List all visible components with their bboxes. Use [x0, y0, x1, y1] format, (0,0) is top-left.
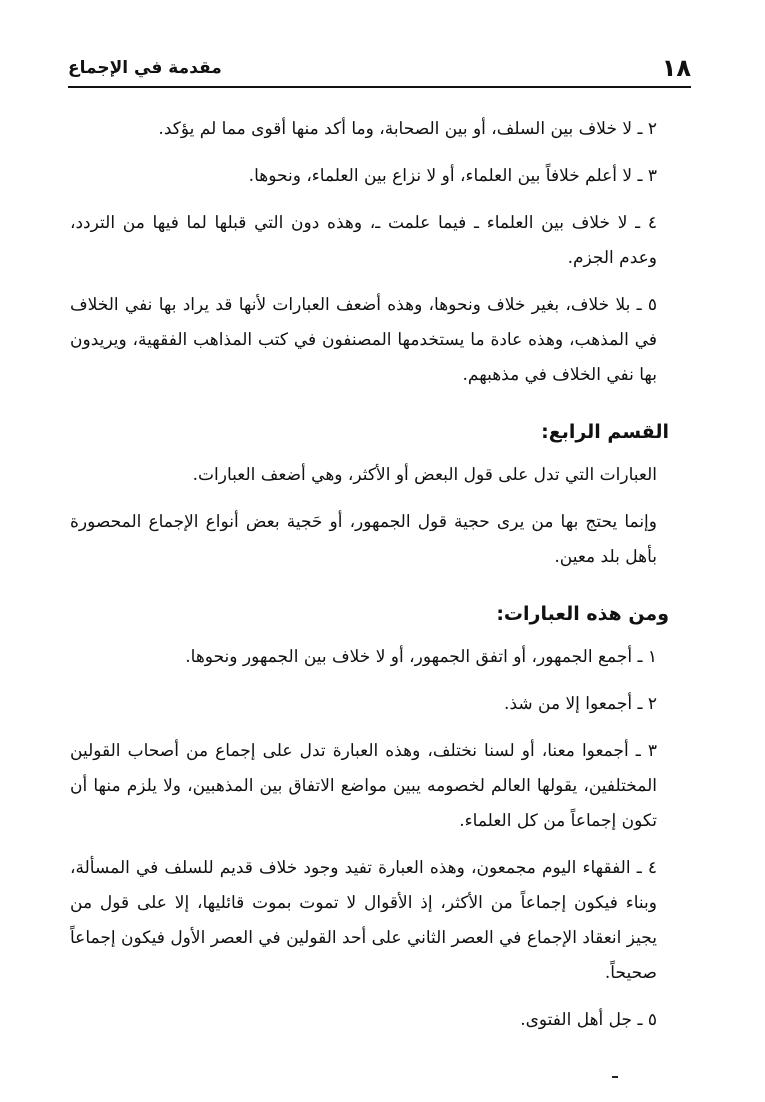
section-heading-phrases: ومن هذه العبارات: — [496, 603, 669, 625]
paragraph-item-3: ٣ ـ لا أعلم خلافاً بين العلماء، أو لا نزاع بين العلماء، ونحوها. — [248, 166, 657, 186]
page-bottom-mark — [612, 1076, 618, 1078]
paragraph-fourth-usage: وإنما يحتج بها من يرى حجية قول الجمهور، أو حَجية بعض أنواع الإجماع المحصورة بأهل بلد معين. — [70, 512, 657, 567]
page-header — [68, 50, 691, 88]
phrase-item-3: ٣ ـ أجمعوا معنا، أو لسنا نختلف، وهذه العبارة تدل على إجماع من أصحاب القولين المختلفين، يقولها العالم لخصومه يبين مواضع الاتفاق بين المذهبين، ولا يلزم منها أن تكون إجماعاً من كل العلماء. — [70, 741, 657, 831]
paragraph-item-4: ٤ ـ لا خلاف بين العلماء ـ فيما علمت ـ، وهذه دون التي قبلها لما فيها من التردد، وعدم الجزم. — [70, 213, 657, 268]
paragraph-fourth-intro: العبارات التي تدل على قول البعض أو الأكثر، وهي أضعف العبارات. — [192, 465, 657, 485]
section-heading-fourth: القسم الرابع: — [541, 421, 669, 443]
phrase-item-2: ٢ ـ أجمعوا إلا من شذ. — [504, 694, 657, 714]
phrase-item-5: ٥ ـ جل أهل الفتوى. — [520, 1010, 657, 1030]
paragraph-item-5: ٥ ـ بلا خلاف، بغير خلاف ونحوها، وهذه أضعف العبارات لأنها قد يراد بها نفي الخلاف في المذهب، وهذه عادة ما يستخدمها المصنفون في كتب المذاهب الفقهية، ويريدون بها نفي الخلاف في مذهبهم. — [70, 295, 657, 385]
page-body — [70, 112, 669, 1050]
paragraph-item-2: ٢ ـ لا خلاف بين السلف، أو بين الصحابة، وما أكد منها أقوى مما لم يؤكد. — [158, 119, 657, 139]
phrase-item-4: ٤ ـ الفقهاء اليوم مجمعون، وهذه العبارة تفيد وجود خلاف قديم للسلف في المسألة، وبناء فيكون إجماعاً من الأكثر، إذ الأقوال لا تموت بموت قائليها، إلا على قول من يجيز انعقاد الإجماع في العصر الثاني على أحد القولين في العصر الأول فيكون إجماعاً صحيحاً. — [70, 858, 657, 983]
page-number: ١٨ — [661, 54, 691, 82]
running-title: مقدمة في الإجماع — [68, 58, 222, 78]
phrase-item-1: ١ ـ أجمع الجمهور، أو اتفق الجمهور، أو لا خلاف بين الجمهور ونحوها. — [185, 647, 657, 667]
